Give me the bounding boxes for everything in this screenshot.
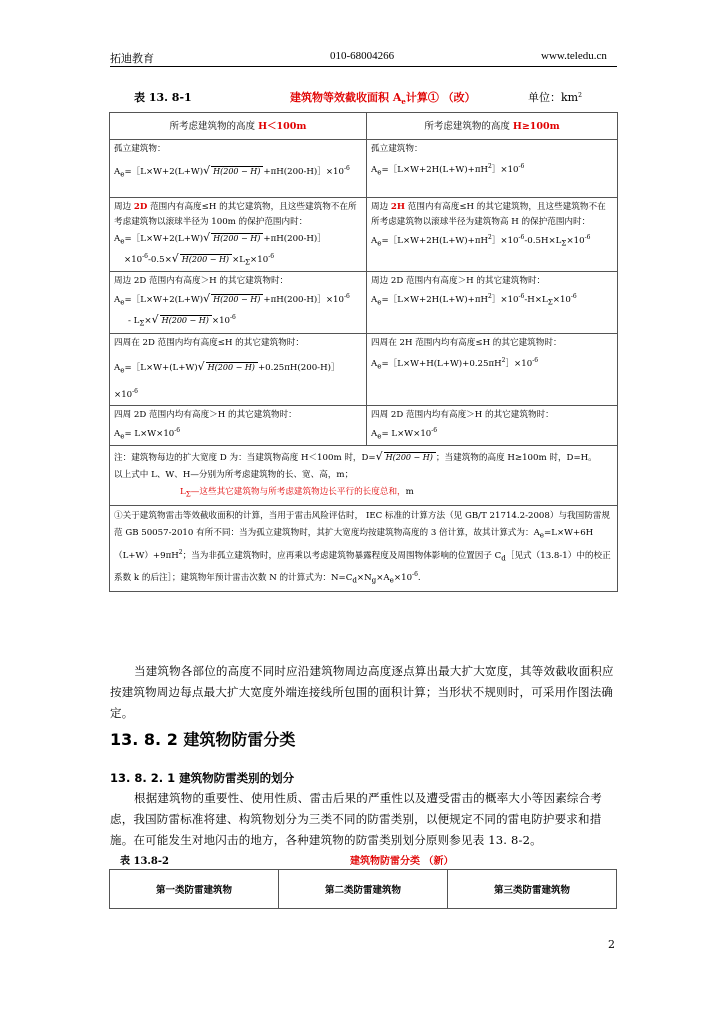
table2-header-3: 第三类防雷建筑物: [448, 870, 617, 909]
table1-cell: 周边 2D 范围内有高度＞H 的其它建筑物时： $A_e=[L\times W+2H(L+W)+\pi H^2]\times 10^{-6}-H\times L_\Sigma\times 10^{-6}$: [367, 272, 618, 333]
table2-label: 表 13.8-2: [120, 856, 169, 867]
table-row: [110, 198, 618, 272]
table-row: [110, 446, 618, 506]
table-row: [110, 333, 618, 405]
table1-cell: 四周在 2H 范围内均有高度≤H 的其它建筑物时： $A_e=[L\times W+H(L+W)+0.25\pi H^2]\times 10^{-6}$: [367, 333, 618, 405]
table1-cell: 周边 2H 范围内有高度≤H 的其它建筑物，且这些建筑物不在所考虑建筑物以滚球半径为建筑物高 H 的保护范围内时： $A_e=[L\times W+2H(L+W)+\pi H^2]\times 10^{-6}-0.5H\times L_\Sigma\times 10^{-6}$: [367, 198, 618, 272]
table1-cell: 周边 2D 范围内有高度＞H 的其它建筑物时： $A_e=[L\times W+2(L+W)√$ $H(200 - H) +\pi H(200-H)]\times 10^{-6}$ - $L_\Sigma\times√$ $H(200 - H) \times 10^{-6}$: [110, 272, 367, 333]
header-url[interactable]: www.teledu.cn: [541, 50, 607, 62]
section-title: 13. 8. 2 建筑物防雷分类: [110, 730, 296, 749]
table1-col2-header: 所考虑建筑物的高度 H≥100m: [367, 113, 618, 140]
table2-header-2: 第二类防雷建筑物: [279, 870, 448, 909]
table1-note: 注：建筑物每边的扩大宽度 D 为：当建筑物高度 H＜100m 时，D=√ H(200 − H) ；当建筑物的高度 H≥100m 时，D=H。 以上式中 L、W、H—分别为所考虑建筑物的长、宽、高，m； $L_\Sigma—$这些其它建筑物与所考虑建筑物边长平行的长度总和，m: [110, 446, 618, 506]
table1: [109, 112, 618, 592]
table1-footnote: ①关于建筑物雷击等效截收面积的计算，当用于雷击风险评估时， IEC 标准的计算方法（见 GB/T 21714.2-2008）与我国防雷规范 GB 50057-2010 有所不同：当为孤立建筑物时，其扩大宽度均按建筑物高度的 3 倍计算，故其计算式为：$A_e=L\times W+6H(L+W)+9\pi H^2$；当为非孤立建筑物时，应再乘以考虑建筑物暴露程度及周围物体影响的位置因子 $C_d[$见式（13.8-1）中的校正系数 k 的后注］；建筑物年预计雷击次数 N 的计算式为：$N=C_d\times N_g\times A_e\times 10^{-6}$.: [110, 506, 618, 592]
table2-header-1: 第一类防雷建筑物: [110, 870, 279, 909]
header-left: 拓迪教育: [110, 53, 154, 65]
paragraph-2: 根据建筑物的重要性、使用性质、雷击后果的严重性以及遭受雷击的概率大小等因素综合考虑，我国防雷标准将建、构筑物划分为三类不同的防雷类别，以便规定不同的雷电防护要求和措施。在可能发生对地闪击的地方，各种建筑物的防雷类别划分原则参见表 13. 8-2。: [110, 791, 602, 847]
table1-unit: 单位：$km^2$: [528, 91, 582, 104]
table-row: [110, 405, 618, 446]
table-row: [110, 140, 618, 198]
table1-cell: 孤立建筑物： $A_e=[L\times W+2(L+W)√$ $H(200 - H) +\pi H(200-H)]\times 10^{-6}$: [110, 140, 367, 198]
table1-title: 建筑物等效截收面积 $A_e$计算① （改）: [290, 91, 476, 107]
table1-cell: 孤立建筑物： $A_e=[L\times W+2H(L+W)+\pi H^2]\times 10^{-6}$: [367, 140, 618, 198]
table1-cell: 周边 2D 范围内有高度≤H 的其它建筑物，且这些建筑物不在所考虑建筑物以滚球半径为 100m 的保护范围内时： $A_e=[L\times W+2(L+W)√$ H(200 − H) +πH(200-H)］ $\times 10^{-6}-0.5\times√$ $H(200 - H) \times L_\Sigma\times 10^{-6}$: [110, 198, 367, 272]
header-rule: [110, 66, 617, 67]
page-number: 2: [608, 938, 615, 951]
table1-col1-header: 所考虑建筑物的高度 H＜100m: [110, 113, 367, 140]
table2-title: 建筑物防雷分类 （新）: [350, 856, 454, 867]
paragraph-1: 当建筑物各部位的高度不同时应沿建筑物周边高度逐点算出最大扩大宽度，其等效截收面积应按建筑物周边每点最大扩大宽度外端连接线所包围的面积计算；当形状不规则时，可采用作图法确定。: [110, 664, 614, 720]
table1-cell: 四周 2D 范围内均有高度＞H 的其它建筑物时： $A_e= L\times W\times 10^{-6}$: [367, 405, 618, 446]
table-row: [110, 506, 618, 592]
header-phone: 010-68004266: [330, 50, 395, 62]
table2: [109, 869, 617, 909]
table1-cell: 四周在 2D 范围内均有高度≤H 的其它建筑物时： $A_e=[L\times W+(L+W)√$ H(200 − H) +0.25πH(200-H)］ $\times 10^{-6}$: [110, 333, 367, 405]
table-row: [110, 272, 618, 333]
table1-cell: 四周 2D 范围内均有高度＞H 的其它建筑物时： $A_e= L\times W\times 10^{-6}$: [110, 405, 367, 446]
subsection-title: 13. 8. 2. 1 建筑物防雷类别的划分: [110, 771, 295, 785]
table1-label: 表 13. 8-1: [134, 91, 192, 104]
